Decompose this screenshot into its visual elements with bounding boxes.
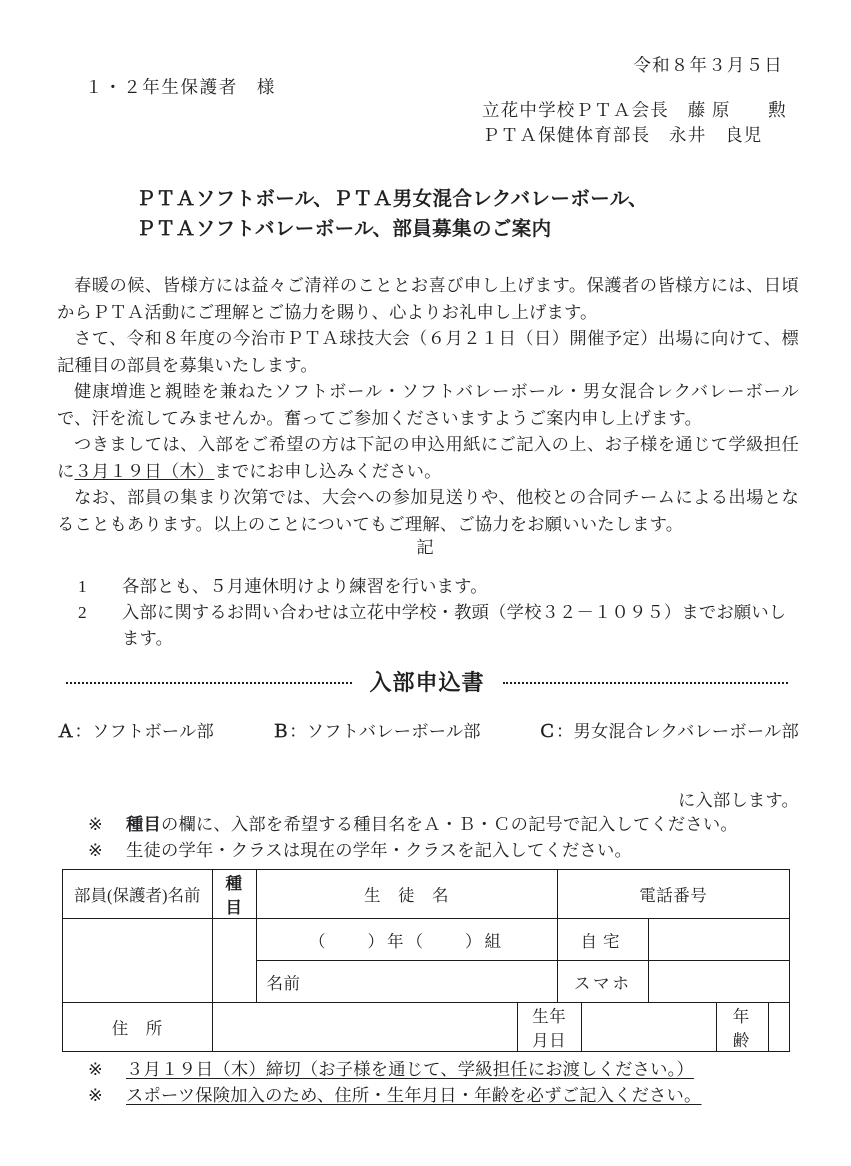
application-form-separator: [66, 666, 788, 697]
list-item-text: 入部に関するお問い合わせは立花中学校・教頭（学校３２－１０９５）までお願いします。: [122, 603, 787, 648]
body-paragraph-5: なお、部員の集まり次第では、大会への参加見送りや、他校との合同チームによる出場となることもあります。以上のことについてもご理解、ご協力をお願いいたします。: [57, 488, 799, 534]
numbered-list: [78, 574, 800, 652]
body-paragraph-2: さて、令和８年度の今治市ＰＴＡ球技大会（６月２１日（日）開催予定）出場に向けて、標記種目の部員を募集いたします。: [57, 329, 799, 375]
page-title-line-1: ＰＴＡソフトボール、ＰＴＡ男女混合レクバレーボール、: [136, 187, 648, 210]
kome-mark-icon: ※: [88, 1060, 103, 1079]
list-item: [78, 574, 800, 600]
signers-block: [482, 98, 787, 148]
signer-pta-president: 立花中学校ＰＴＡ会長 藤 原 勲: [482, 100, 787, 120]
footnote-text: スポーツ保険加入のため、住所・生年月日・年齢を必ずご記入ください。: [126, 1086, 702, 1105]
choice-option-c: [539, 717, 800, 742]
table-row-address: [63, 1003, 790, 1052]
cell-input-address[interactable]: [212, 1003, 517, 1052]
signer-health-pe-chief: ＰＴＡ保健体育部長 永井 良児: [482, 125, 763, 145]
join-statement: に入部します。: [678, 791, 799, 810]
note-rest: の欄に、入部を希望する種目名をＡ・Ｂ・Ｃの記号で記入してください。: [160, 815, 738, 834]
cell-input-home-phone[interactable]: [649, 919, 790, 961]
cell-label-student-name[interactable]: 名前: [256, 961, 557, 1003]
choice-letter-c: Ｃ: [538, 722, 556, 742]
deadline-sentence-after: までにお申し込みください。: [214, 461, 442, 481]
choice-label-b: ：ソフトバレーボール部: [289, 722, 481, 741]
cell-header-member-name: 部員(保護者)名前: [63, 870, 213, 919]
body-paragraph-3: 健康増進と親睦を兼ねたソフトボール・ソフトバレーボール・男女混合レクバレーボールで、汗を流してみませんか。奮ってご参加くださいますようご案内申し上げます。: [57, 382, 799, 428]
choice-label-a: ：ソフトボール部: [74, 722, 214, 741]
table-row-header: [63, 870, 790, 919]
footnote-item: [88, 1083, 800, 1109]
cell-input-mobile-phone[interactable]: [649, 961, 790, 1003]
deadline-sentence-before: つきましては、入部をご希望の方は下記の申込用紙にご記入の上、お子様を通じて学級担任に: [57, 435, 799, 481]
note-item: [88, 838, 800, 864]
page-title-line-2: ＰＴＡソフトバレーボール、部員募集のご案内: [136, 217, 552, 240]
note-text: 生徒の学年・クラスは現在の学年・クラスを記入してください。: [126, 841, 632, 860]
choice-label-c: ：男女混合レクバレーボール部: [555, 722, 799, 741]
cell-header-event: 種目: [212, 870, 256, 919]
addressee-line: １・２年生保護者 様: [85, 77, 276, 97]
cell-header-phone: 電話番号: [557, 870, 789, 919]
cell-input-event[interactable]: [212, 919, 256, 1003]
deadline-date-underlined: ３月１９日（木）: [74, 461, 215, 481]
choice-option-a: [57, 717, 214, 742]
choice-letter-b: Ｂ: [271, 722, 290, 742]
application-table: [62, 869, 790, 1052]
club-choice-options: [57, 717, 799, 742]
cell-label-mobile-phone: スマホ: [557, 961, 649, 1003]
cell-class-line[interactable]: （ ）年（ ）組: [256, 919, 557, 961]
cell-label-age: 年齢: [717, 1003, 769, 1052]
note-item: [88, 812, 800, 838]
choice-option-b: [272, 717, 481, 742]
dotted-rule-left: [66, 682, 352, 684]
note-text: [126, 812, 738, 838]
choice-letter-a: Ａ: [57, 722, 75, 742]
ki-marker: 記: [416, 538, 435, 557]
kome-mark-icon: ※: [88, 815, 103, 834]
body-text: [57, 273, 799, 538]
footnote-text: ３月１９日（木）締切（お子様を通じて、学級担任にお渡しください。）: [126, 1060, 694, 1079]
cell-label-address: 住 所: [63, 1003, 213, 1052]
footnote-item: [88, 1057, 800, 1083]
note-emphasis: 種目: [126, 815, 161, 834]
list-item-number: 1: [78, 577, 87, 596]
kome-mark-icon: ※: [88, 1086, 103, 1105]
cell-input-member-name[interactable]: [63, 919, 213, 1003]
list-item: [78, 600, 800, 652]
body-paragraph-4: [57, 432, 799, 485]
footer-notes: [88, 1057, 800, 1109]
cell-label-home-phone: 自宅: [557, 919, 649, 961]
instruction-notes: [88, 812, 800, 864]
list-item-text: 各部とも、５月連休明けより練習を行います。: [122, 577, 488, 596]
cell-header-student-name: 生 徒 名: [256, 870, 557, 919]
application-form-heading: 入部申込書: [369, 671, 485, 696]
dotted-rule-right: [503, 682, 789, 684]
body-paragraph-1: 春暖の候、皆様方には益々ご清祥のこととお喜び申し上げます。保護者の皆様方には、日頃からＰＴＡ活動にご理解とご協力を賜り、心よりお礼申し上げます。: [57, 276, 799, 322]
page-title: [136, 184, 648, 244]
cell-label-birthdate: 生年月日: [517, 1003, 581, 1052]
table-row-class: [63, 919, 790, 961]
list-item-number: 2: [78, 603, 87, 622]
cell-input-birthdate[interactable]: [581, 1003, 716, 1052]
document-date: 令和８年３月５日: [633, 55, 783, 75]
cell-input-age[interactable]: [768, 1003, 789, 1052]
kome-mark-icon: ※: [88, 841, 103, 860]
